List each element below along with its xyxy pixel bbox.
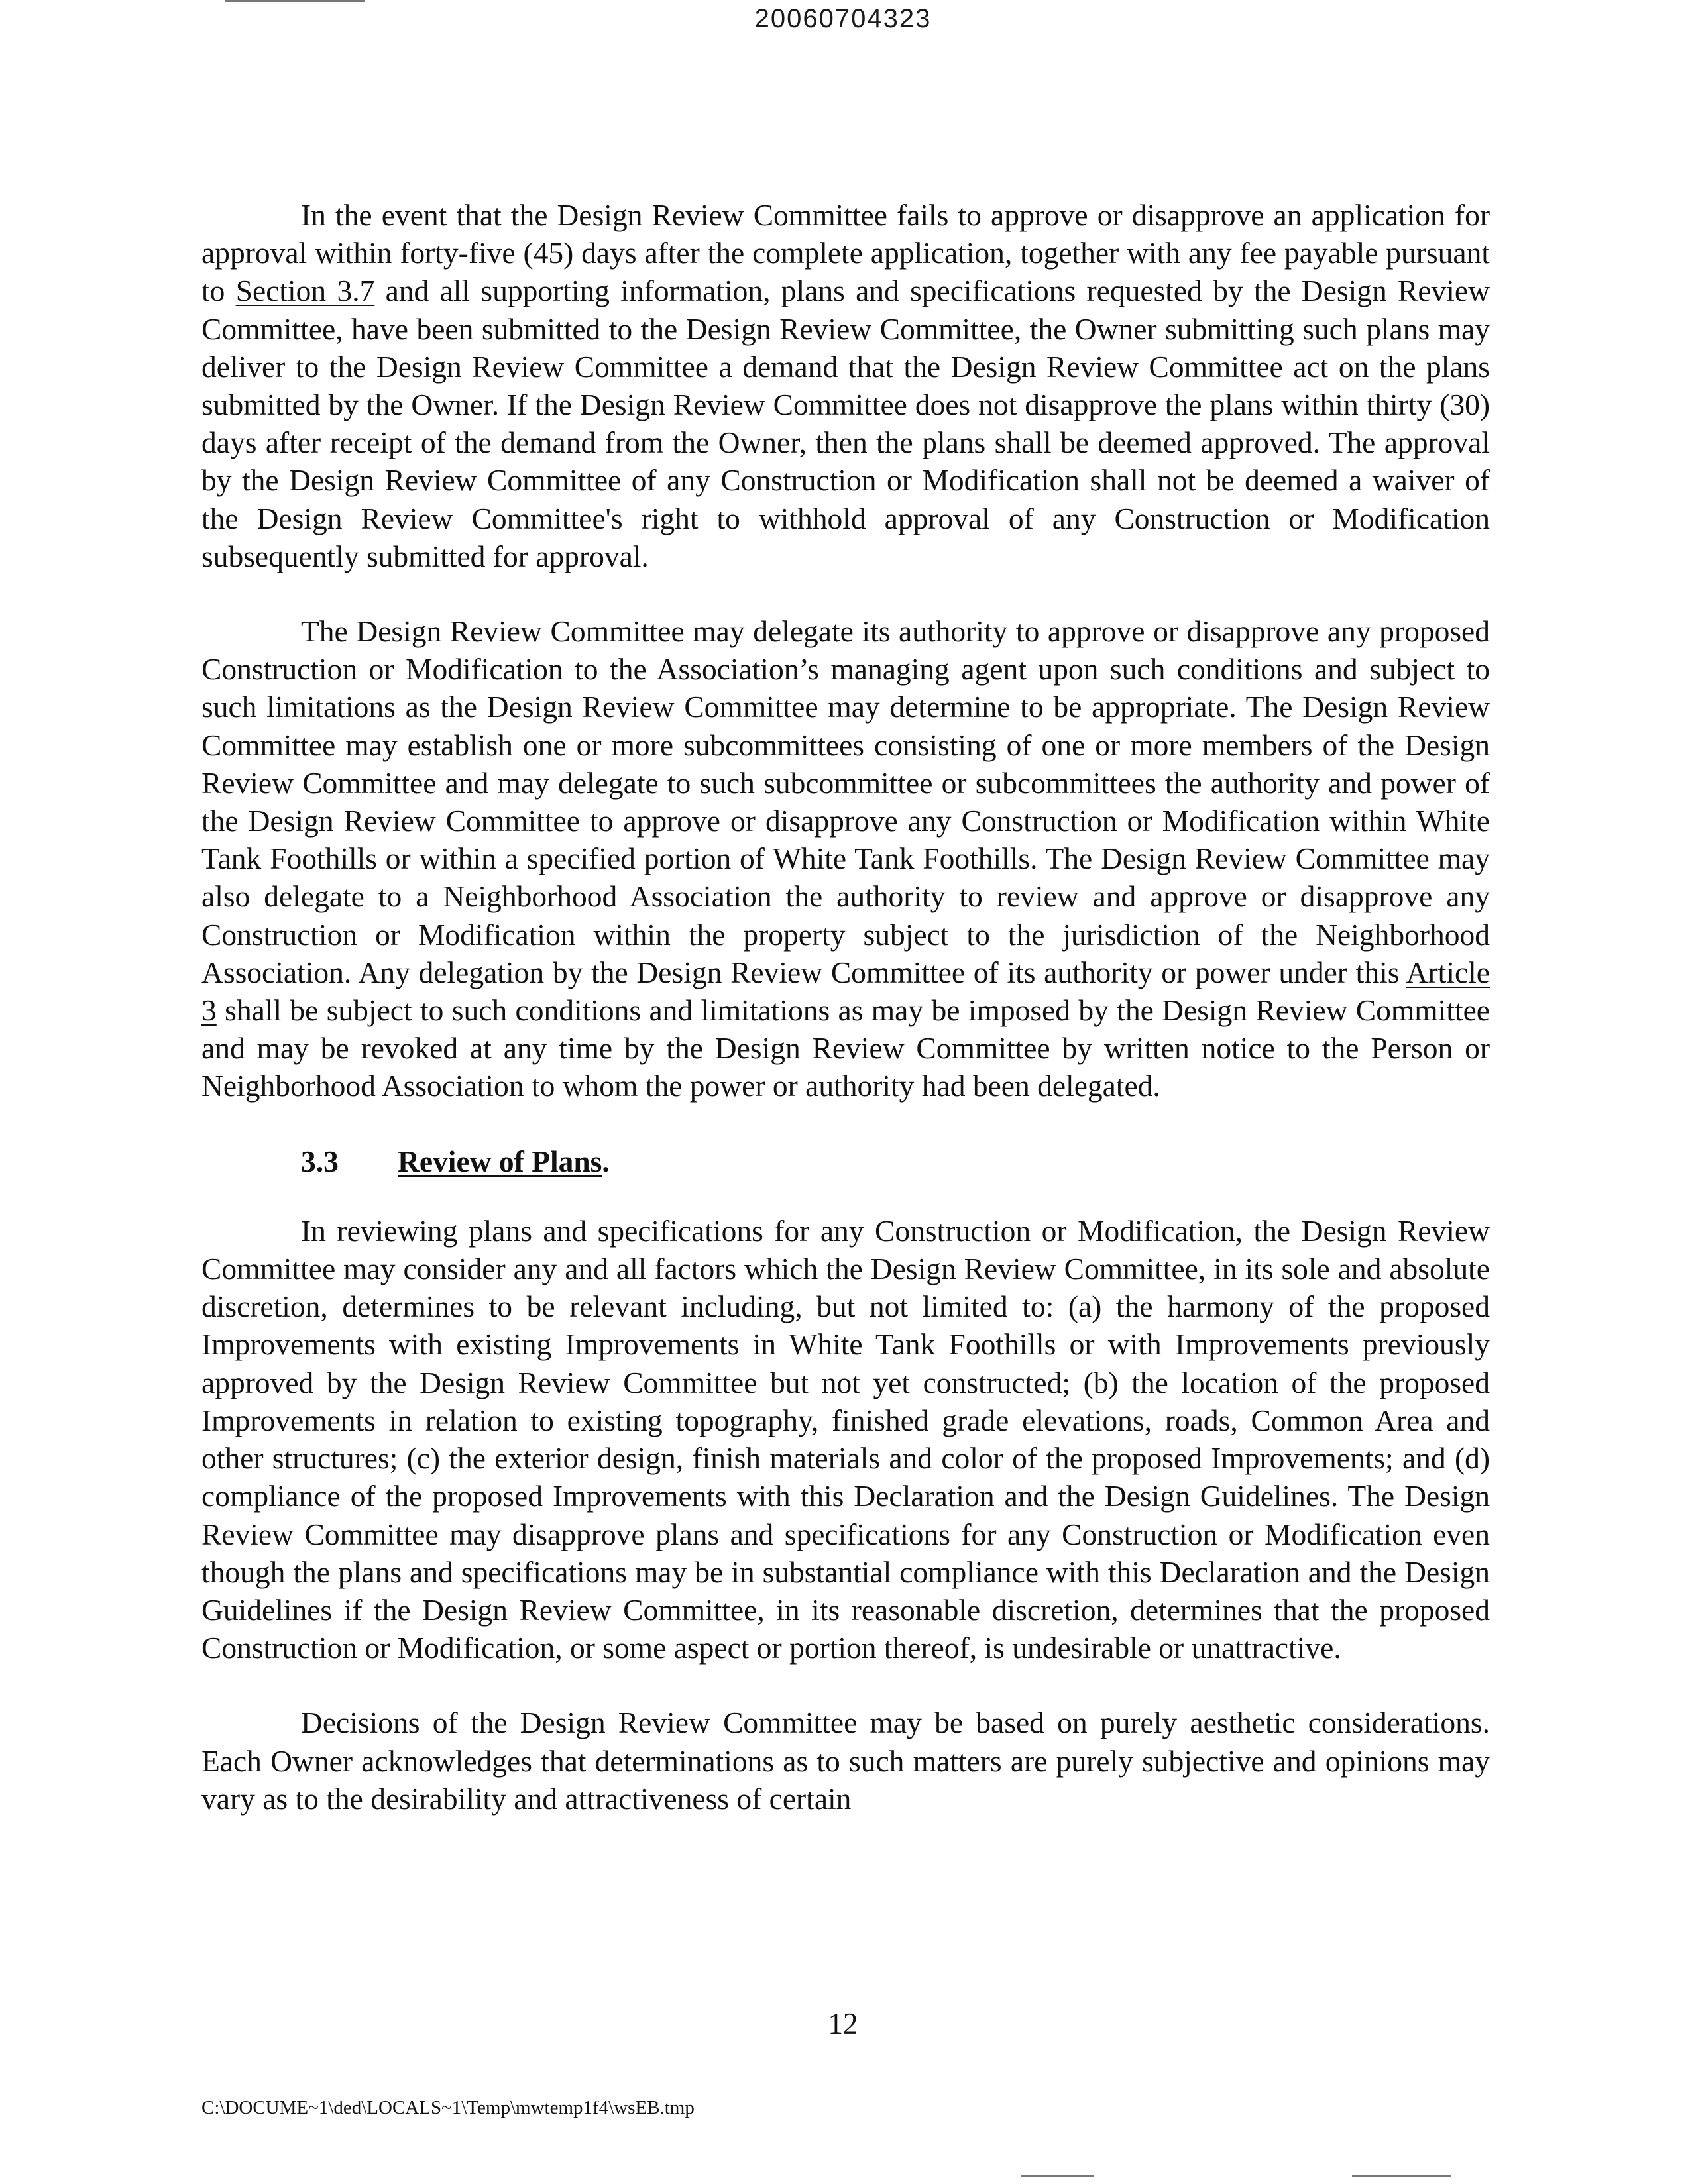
- section-heading: [201, 1142, 1490, 1180]
- scan-mark-bottom-1: [1021, 2175, 1094, 2177]
- article-reference-link: Article 3: [201, 955, 1490, 1028]
- scan-mark-top: [225, 0, 365, 2]
- paragraph-text: and all supporting information, plans and specifications requested by the Design Review Committee, have been submitted to the Design Review Committee, the Owner submitting such plans may deliver to the Design Review Committee a demand that the Design Review Committee act on the plans submitted by the Owner. If the Design Review Committee does not disapprove the plans within thirty (30) days after receipt of the demand from the Owner, then the plans shall be deemed approved. The approval by the Design Review Committee of any Construction or Modification shall not be deemed a waiver of the Design Review Committee's right to withhold approval of any Construction or Modification subsequently submitted for approval.: [201, 274, 1490, 573]
- paragraph-text: The Design Review Committee may delegate its authority to approve or disapprove any proposed Construction or Modification to the Association’s managing agent upon such conditions and subject to such limitations as the Design Review Committee may determine to be appropriate. The Design Review Committee may establish one or more subcommittees consisting of one or more members of the Design Review Committee and may delegate to such subcommittee or subcommittees the authority and power of the Design Review Committee to approve or disapprove any Construction or Modification within White Tank Foothills or within a specified portion of White Tank Foothills. The Design Review Committee may also delegate to a Neighborhood Association the authority to review and approve or disapprove any Construction or Modification within the property subject to the jurisdiction of the Neighborhood Association. Any delegation by the Design Review Committee of its authority or power under this: [201, 614, 1490, 989]
- paragraph-text: In the event that the Design Review Committee fails to approve or disapprove an application for approval within forty-five (45) days after the complete application, together with any fee payable pursuant to: [201, 198, 1490, 308]
- paragraph-aesthetic-decisions: Decisions of the Design Review Committee may be based on purely aesthetic considerations. Each Owner acknowledges that determinations as to such matters are purely subjective and opinions may vary as to the desirability and attractiveness of certain: [201, 1706, 1490, 1816]
- page-number: 12: [828, 2007, 858, 2040]
- scan-mark-bottom-2: [1352, 2175, 1451, 2177]
- document-body: [201, 196, 1490, 1855]
- section-title: Review of Plans: [398, 1144, 602, 1178]
- paragraph-review-factors: In reviewing plans and specifications for any Construction or Modification, the Design Review Committee may consider any and all factors which the Design Review Committee, in its sole and absolute discretion, determines to be relevant including, but not limited to: (a) the harmony of the proposed Improvements with existing Improvements in White Tank Foothills or with Improvements previously approved by the Design Review Committee but not yet constructed; (b) the location of the proposed Improvements in relation to existing topography, finished grade elevations, roads, Common Area and other structures; (c) the exterior design, finish materials and color of the proposed Improvements; and (d) compliance of the proposed Improvements with this Declaration and the Design Guidelines. The Design Review Committee may disapprove plans and specifications for any Construction or Modification even though the plans and specifications may be in substantial compliance with this Declaration and the Design Guidelines if the Design Review Committee, in its reasonable discretion, determines that the proposed Construction or Modification, or some aspect or portion thereof, is undesirable or unattractive.: [201, 1213, 1490, 1665]
- paragraph-text: shall be subject to such conditions and limitations as may be imposed by the Design Review Committee and may be revoked at any time by the Design Review Committee by written notice to the Person or Neighborhood Association to whom the power or authority had been delegated.: [201, 993, 1490, 1103]
- section-reference-link: Section 3.7: [235, 274, 375, 308]
- section-number: 3.3: [301, 1144, 339, 1178]
- paragraph-delegation: [201, 612, 1490, 1105]
- document-number: 20060704323: [754, 4, 932, 33]
- section-title-period: .: [602, 1144, 610, 1178]
- file-path-footer: C:\DOCUME~1\ded\LOCALS~1\Temp\mwtemp1f4\wsEB.tmp: [201, 2097, 695, 2118]
- paragraph-approval-deadline: [201, 196, 1490, 575]
